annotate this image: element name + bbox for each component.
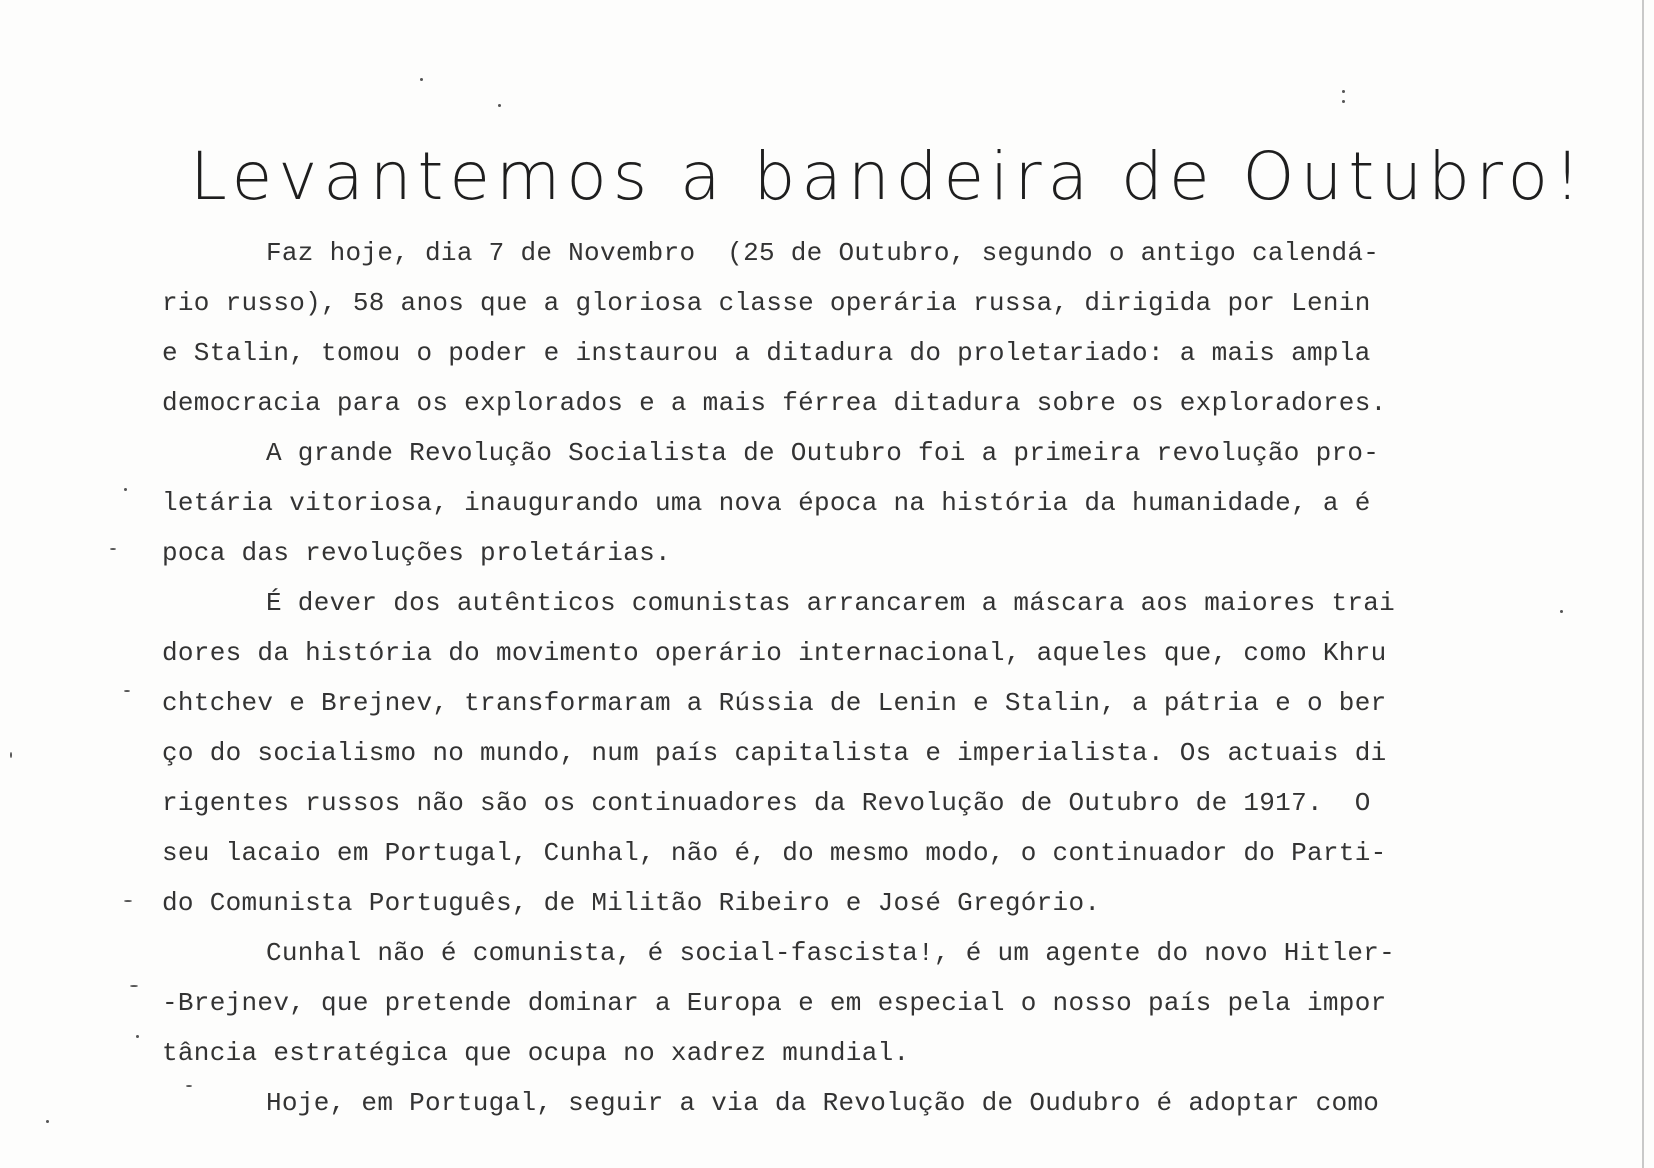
scan-speck [186,1085,192,1087]
text-line: democracia para os explorados e a mais férrea ditadura sobre os exploradores. [162,388,1387,418]
text-line: ço do socialismo no mundo, num país capitalista e imperialista. Os actuais di [162,738,1387,768]
text-line: poca das revoluções proletárias. [162,538,671,568]
scan-speck [1342,100,1345,103]
scan-speck [498,104,501,107]
scan-speck [46,1120,49,1123]
scan-speck [130,985,138,987]
text-line: É dever dos autênticos comunistas arrancarem a máscara aos maiores trai [266,588,1396,618]
scan-speck [1560,610,1563,613]
text-line: chtchev e Brejnev, transformaram a Rússia de Lenin e Stalin, a pátria e o ber [162,688,1387,718]
document-title: Levantemos a bandeira de Outubro! [190,138,1587,215]
text-line: e Stalin, tomou o poder e instaurou a ditadura do proletariado: a mais ampla [162,338,1371,368]
text-line: Faz hoje, dia 7 de Novembro (25 de Outubro, segundo o antigo calendá- [266,238,1380,268]
text-line: dores da história do movimento operário internacional, aqueles que, como Khru [162,638,1387,668]
scan-speck [110,548,116,550]
text-line: do Comunista Português, de Militão Ribeiro e José Gregório. [162,888,1101,918]
scan-speck [124,488,127,491]
scan-speck [124,690,130,692]
scan-speck [124,900,132,902]
scan-speck [420,78,423,81]
text-line: rigentes russos não são os continuadores da Revolução de Outubro de 1917. O [162,788,1371,818]
document-body [162,228,1532,1128]
text-line: letária vitoriosa, inaugurando uma nova época na história da humanidade, a é [162,488,1371,518]
scan-edge-line [1642,0,1644,1168]
text-line: rio russo), 58 anos que a gloriosa classe operária russa, dirigida por Lenin [162,288,1371,318]
text-line: tância estratégica que ocupa no xadrez mundial. [162,1038,910,1068]
text-line: Cunhal não é comunista, é social-fascista!, é um agente do novo Hitler- [266,938,1396,968]
scan-speck [10,752,12,758]
scan-speck [136,1035,139,1038]
scan-speck [1342,90,1345,93]
text-line: Hoje, em Portugal, seguir a via da Revolução de Oudubro é adoptar como [266,1088,1380,1118]
text-line: A grande Revolução Socialista de Outubro foi a primeira revolução pro- [266,438,1380,468]
text-line: seu lacaio em Portugal, Cunhal, não é, do mesmo modo, o continuador do Parti- [162,838,1387,868]
text-line: -Brejnev, que pretende dominar a Europa e em especial o nosso país pela impor [162,988,1387,1018]
